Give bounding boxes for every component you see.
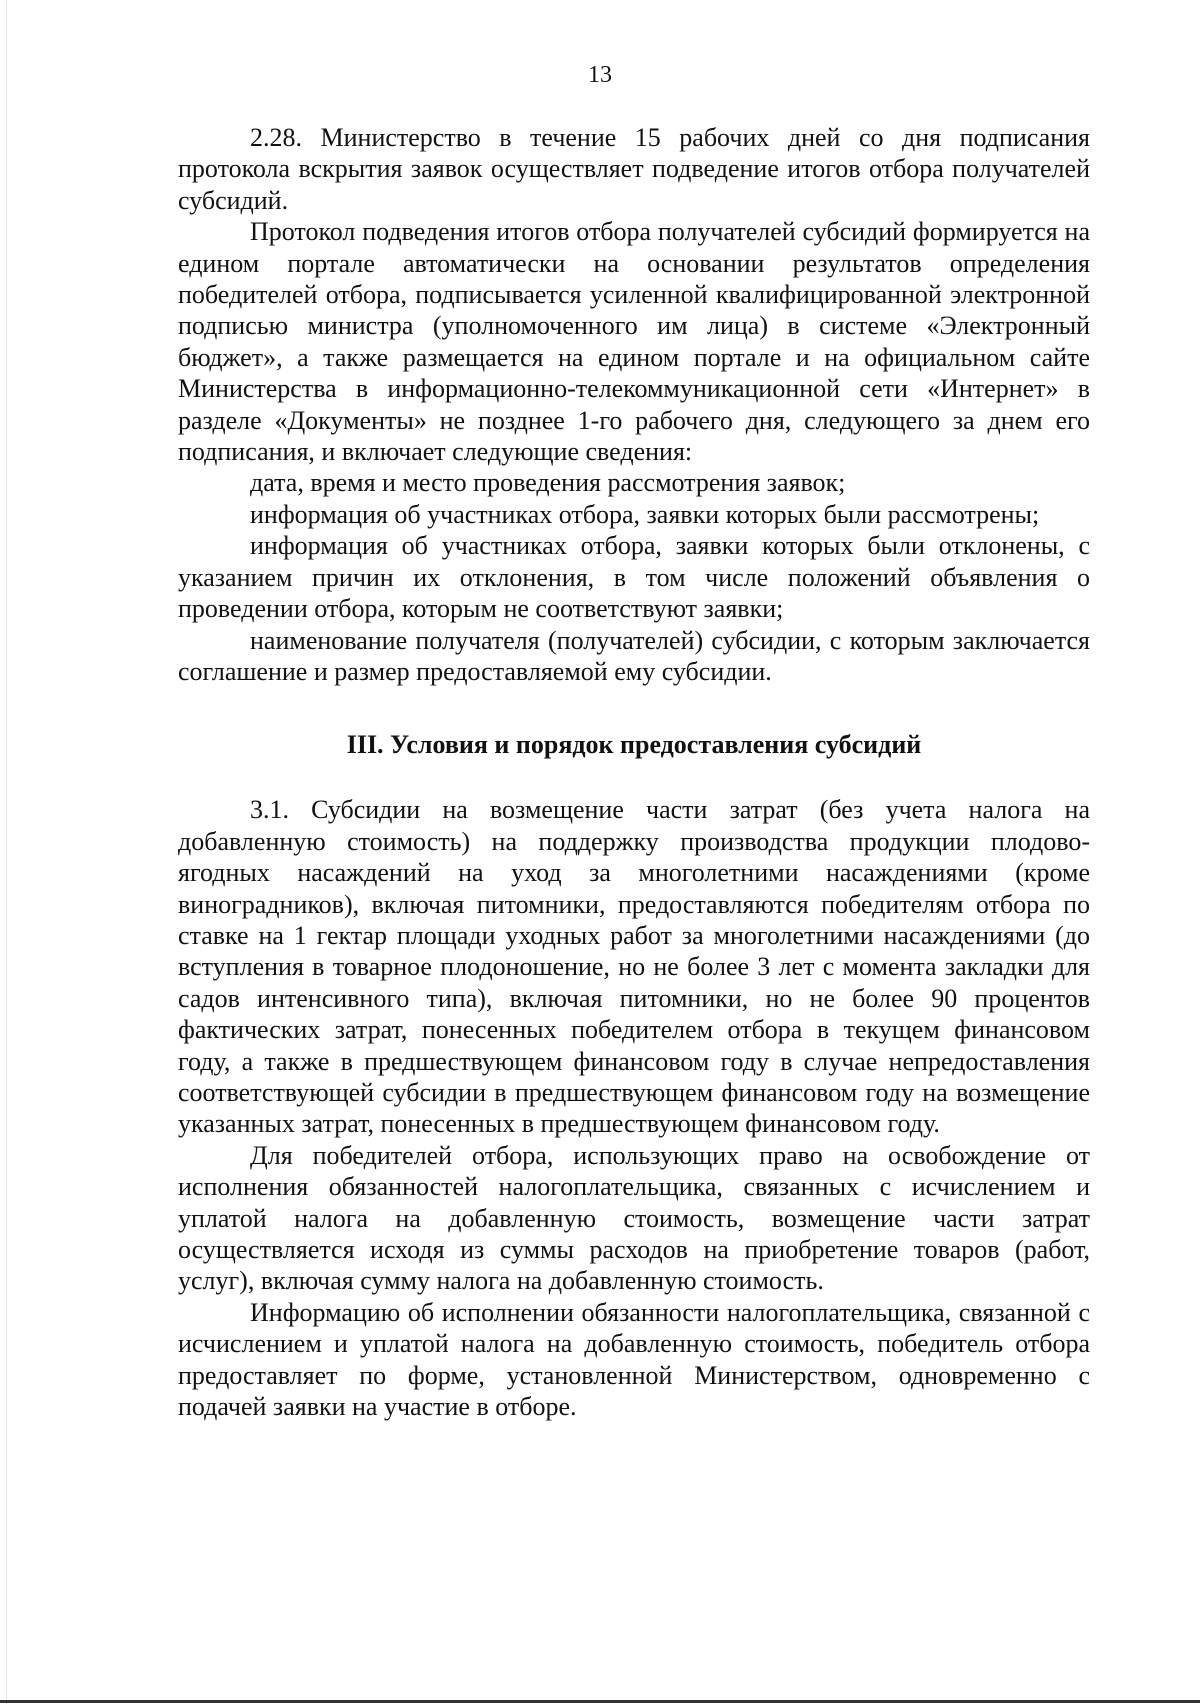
spacer — [178, 687, 1090, 729]
scan-bottom-edge — [0, 1700, 1200, 1703]
paragraph-vat-exemption: Для победителей отбора, использующих право на освобождение от исполнения обязанностей налогоплательщика, связанных с исчислением и уплатой налога на добавленную стоимость, возмещение части затрат осуществляется исходя из суммы расходов на приобретение товаров (работ, услуг), включая сумму налога на добавленную стоимость. — [178, 1140, 1090, 1296]
paragraph-tax-info: Информацию об исполнении обязанности налогоплательщика, связанной с исчислением и уплатой налога на добавленную стоимость, победитель отбора предоставляет по форме, установленной Министерством, одновременно с подачей заявки на участие в отборе. — [178, 1297, 1090, 1422]
paragraph-2-28: 2.28. Министерство в течение 15 рабочих дней со дня подписания протокола вскрытия заявок осуществляет подведение итогов отбора получателей субсидий. — [178, 123, 1090, 215]
document-body — [178, 122, 1090, 1422]
list-item-date-time-place: дата, время и место проведения рассмотрения заявок; — [250, 468, 846, 498]
section-heading: III. Условия и порядок предоставления субсидий — [346, 730, 922, 760]
paragraph-protocol: Протокол подведения итогов отбора получателей субсидий формируется на едином портале автоматически на основании результатов определения победителей отбора, подписывается усиленной квалифицированной электронной подписью министра (уполномоченного им лица) в системе «Электронный бюджет», а также размещается на едином портале и на официальном сайте Министерства в информационно-телекоммуникационной сети «Интернет» в разделе «Документы» не позднее 1-го рабочего дня, следующего за днем его подписания, и включает следующие сведения: — [178, 217, 1090, 467]
list-item-recipient-name: наименование получателя (получателей) субсидии, с которым заключается соглашение и размер предоставляемой ему субсидии. — [178, 625, 1090, 686]
page-number: 13 — [588, 62, 612, 88]
list-item-considered-participants: информация об участниках отбора, заявки которых были рассмотрены; — [250, 499, 1040, 529]
scan-margin-line — [6, 0, 7, 1704]
paragraph-3-1: 3.1. Субсидии на возмещение части затрат (без учета налога на добавленную стоимость) на поддержку производства продукции плодово-ягодных насаждений на уход за многолетними насаждениями (кроме виноградников), включая питомники, предоставляются победителям отбора по ставке на 1 гектар площади уходных работ за многолетними насаждениями (до вступления в товарное плодоношение, но не более 3 лет с момента закладки для садов интенсивного типа), включая питомники, но не более 90 процентов фактических затрат, понесенных победителем отбора в текущем финансовом году, а также в предшествующем финансовом году в случае непредоставления соответствующей субсидии в предшествующем финансовом году на возмещение указанных затрат, понесенных в предшествующем финансовом году. — [178, 795, 1090, 1139]
spacer — [178, 760, 1090, 794]
list-item-rejected-participants: информация об участниках отбора, заявки которых были отклонены, с указанием причин их отклонения, в том числе положений объявления о проведении отбора, которым не соответствуют заявки; — [178, 531, 1090, 624]
